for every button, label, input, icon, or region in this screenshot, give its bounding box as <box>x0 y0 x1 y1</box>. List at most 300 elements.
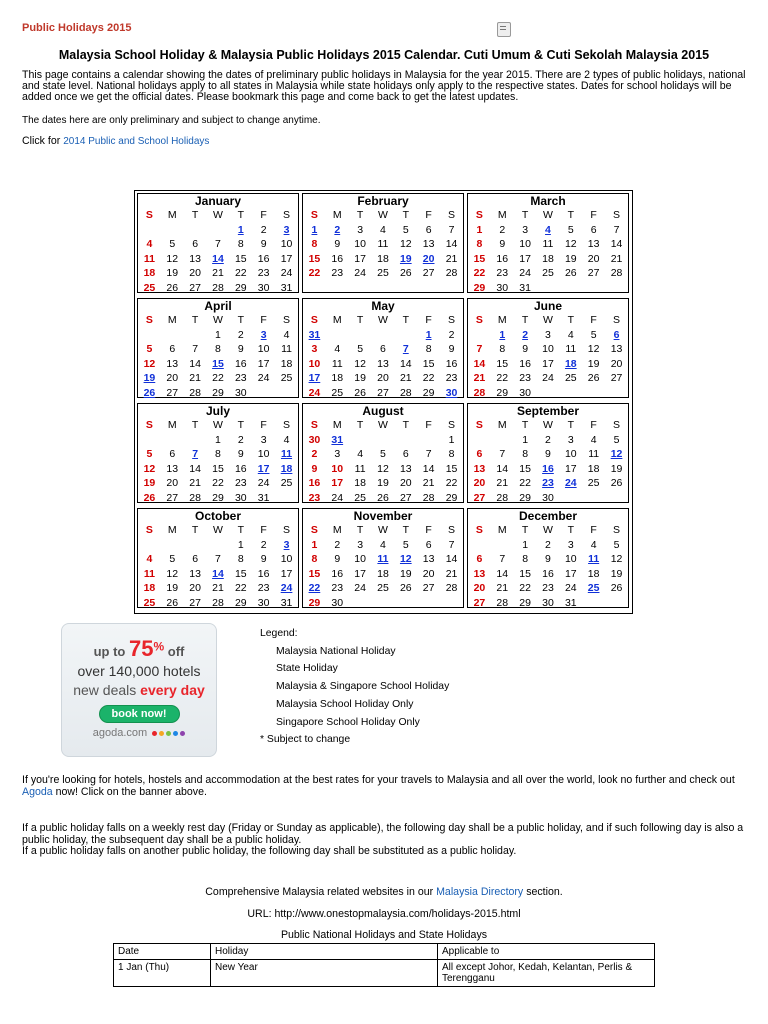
calendar-day: 22 <box>308 267 321 280</box>
calendar-day: 12 <box>166 567 179 580</box>
calendar-day: 15 <box>496 357 509 370</box>
header-applicable: Applicable to <box>438 944 655 960</box>
weekday-header: T <box>191 419 199 432</box>
table-row <box>114 960 655 987</box>
calendar-day <box>559 281 582 296</box>
calendar-day: 19 <box>399 252 412 265</box>
calendar-day: 1 <box>215 433 221 446</box>
calendar-day: 22 <box>308 582 321 595</box>
weekday-header: T <box>521 314 529 327</box>
calendar-day: 19 <box>587 357 600 370</box>
calendar-day: 25 <box>377 267 389 280</box>
header-date: Date <box>114 944 211 960</box>
hotel-promo-suffix: now! Click on the banner above. <box>55 785 207 798</box>
calendar-day: 15 <box>519 567 531 580</box>
calendar-day: 28 <box>399 386 412 399</box>
weekday-header: F <box>590 209 597 222</box>
calendar-day: 3 <box>260 433 267 446</box>
calendar-day: 29 <box>234 596 247 609</box>
weekday-header: T <box>567 209 574 222</box>
calendar-day: 26 <box>377 491 389 504</box>
calendar-day: 17 <box>280 252 293 265</box>
calendar-day: 8 <box>311 238 318 251</box>
calendar-day <box>184 433 207 448</box>
calendar-day: 23 <box>331 267 344 280</box>
calendar-day: 3 <box>545 328 551 341</box>
calendar-day: 21 <box>212 582 224 595</box>
calendar-day: 5 <box>169 553 176 566</box>
calendar-day <box>582 491 605 506</box>
calendar-day: 30 <box>234 491 247 504</box>
calendar-day: 15 <box>308 567 321 580</box>
calendar-day: 24 <box>354 267 366 280</box>
legend-item: Malaysia & Singapore School Holiday <box>276 681 450 693</box>
calendar-day: 3 <box>311 343 318 356</box>
calendar-day: 27 <box>166 386 179 399</box>
calendar-day <box>207 223 230 238</box>
calendar-day: 14 <box>496 567 509 580</box>
calendar-day: 26 <box>564 267 577 280</box>
weekday-header: W <box>377 314 388 327</box>
weekday-header: F <box>590 524 597 537</box>
calendar-day <box>559 386 582 401</box>
calendar-day: 31 <box>257 491 270 504</box>
calendar-day: 31 <box>564 596 577 609</box>
calendar-day: 13 <box>610 343 623 356</box>
calendar-day: 18 <box>377 567 389 580</box>
month-june <box>467 298 629 398</box>
calendar-day: 6 <box>192 553 199 566</box>
calendar-day: 10 <box>354 238 366 251</box>
calendar-day: 10 <box>257 448 270 461</box>
weekday-header: T <box>567 419 574 432</box>
calendar-day <box>275 491 298 506</box>
calendar-day: 13 <box>422 238 435 251</box>
calendar-day: 2 <box>448 328 455 341</box>
calendar-day: 16 <box>308 477 321 490</box>
calendar-day <box>394 328 417 343</box>
calendar-day <box>537 281 560 296</box>
calendar-day: 9 <box>260 238 267 251</box>
calendar-day: 7 <box>215 238 221 251</box>
weekday-header: S <box>475 524 483 537</box>
calendar-day: 16 <box>542 567 554 580</box>
calendar-day <box>207 538 230 553</box>
calendar-day: 23 <box>542 477 554 490</box>
calendar-day: 11 <box>588 448 600 461</box>
weekday-header: F <box>590 419 597 432</box>
calendar-day: 5 <box>613 538 620 551</box>
weekday-header: S <box>310 419 318 432</box>
weekday-header: S <box>310 524 318 537</box>
calendar-day: 11 <box>280 448 293 461</box>
weekday-header: M <box>497 314 507 327</box>
weekday-header: S <box>448 314 456 327</box>
calendar-day: 9 <box>448 343 455 356</box>
weekday-header: S <box>145 419 153 432</box>
weekday-header: M <box>167 419 177 432</box>
calendar-day: 1 <box>425 328 432 341</box>
weekday-header: S <box>283 209 291 222</box>
calendar-day: 7 <box>499 448 506 461</box>
calendar-day: 11 <box>377 553 389 566</box>
legend-item: Singapore School Holiday Only <box>276 716 420 728</box>
ad-hotels: over 140,000 hotels <box>77 663 201 679</box>
calendar-day: 10 <box>354 553 366 566</box>
weekday-header: S <box>145 524 153 537</box>
calendar-day <box>349 281 372 296</box>
calendar-day: 22 <box>422 372 435 385</box>
calendar-day: 13 <box>473 462 486 475</box>
month-name: February <box>357 194 409 208</box>
weekday-header: S <box>475 209 483 222</box>
calendar-day: 21 <box>445 252 458 265</box>
calendar-day: 4 <box>334 343 341 356</box>
calendar-day: 5 <box>357 343 364 356</box>
weekday-header: W <box>212 209 223 222</box>
calendar-day: 19 <box>399 567 412 580</box>
calendar-day: 12 <box>564 238 577 251</box>
calendar-day: 31 <box>308 328 321 341</box>
calendar-day: 7 <box>499 553 506 566</box>
calendar-day: 20 <box>610 357 623 370</box>
calendar-day: 12 <box>143 357 156 370</box>
calendar-day: 9 <box>311 462 318 475</box>
calendar-day: 11 <box>281 343 292 356</box>
calendar-day: 17 <box>354 252 366 265</box>
weekday-header: T <box>356 524 364 537</box>
calendar-day: 2 <box>522 328 529 341</box>
calendar-day: 27 <box>473 596 486 609</box>
calendar-day: 14 <box>399 357 412 370</box>
calendar-day: 30 <box>331 596 344 609</box>
weekday-header: T <box>567 524 574 537</box>
calendar-day: 22 <box>519 582 531 595</box>
calendar-day: 20 <box>399 477 412 490</box>
calendar-day: 15 <box>234 567 247 580</box>
calendar-day: 27 <box>587 267 600 280</box>
calendar-day: 30 <box>496 281 509 294</box>
calendar-day: 26 <box>399 267 412 280</box>
calendar-day: 25 <box>587 582 600 595</box>
rule-line-2: If a public holiday falls on another public holiday, the following day shall be substituted as a public holiday. <box>22 845 517 857</box>
calendar-day: 3 <box>522 223 529 236</box>
calendar-day: 29 <box>519 491 531 504</box>
calendar-day: 12 <box>587 343 600 356</box>
rule-line-1: If a public holiday falls on a weekly rest day (Friday or Sunday as applicable), the following day shall be a public holiday, and if such following day is also a public holiday, the subsequent day shall be a public holiday. <box>22 822 744 846</box>
month-september <box>467 403 629 503</box>
calendar-day: 8 <box>448 448 455 461</box>
calendar-day: 13 <box>189 567 201 580</box>
calendar-day: 29 <box>212 491 224 504</box>
weekday-header: F <box>590 314 597 327</box>
calendar-day: 20 <box>422 567 435 580</box>
calendar-day: 17 <box>280 567 293 580</box>
weekday-header: T <box>521 524 529 537</box>
calendar-day: 22 <box>473 267 486 280</box>
weekday-header: F <box>425 314 432 327</box>
calendar-day: 2 <box>545 433 551 446</box>
calendar-day: 20 <box>189 582 201 595</box>
calendar-day: 14 <box>189 462 201 475</box>
weekday-header: T <box>402 419 409 432</box>
calendar-day: 11 <box>542 238 554 251</box>
calendar-day: 7 <box>425 448 432 461</box>
calendar-day: 16 <box>519 357 531 370</box>
calendar-day: 21 <box>610 252 623 265</box>
calendar-day <box>138 223 161 238</box>
intro-text: This page contains a calendar showing the dates of preliminary public holidays in Malaysia for the year 2015. There are 2 types of public holidays, national and state level. National holidays apply to all states in Malaysia while state holidays only apply to the respective states. Dates for school holidays will be added once we get the official dates. Please bookmark this page and come back to get the latest updates. <box>22 69 746 103</box>
calendar-day: 19 <box>166 582 179 595</box>
calendar-day: 18 <box>143 267 156 280</box>
month-december <box>467 508 629 608</box>
cell-date: 1 Jan (Thu) <box>114 960 211 987</box>
calendar-day: 28 <box>445 582 458 595</box>
calendar-day: 17 <box>542 357 554 370</box>
calendar-day: 28 <box>496 491 509 504</box>
calendar-day: 29 <box>234 281 247 294</box>
calendar-day: 7 <box>476 343 483 356</box>
weekday-header: W <box>377 419 388 432</box>
calendar-day <box>537 386 560 401</box>
month-name: March <box>530 194 566 208</box>
calendar-day: 4 <box>380 538 386 551</box>
calendar-day: 1 <box>499 328 506 341</box>
weekday-header: T <box>237 419 244 432</box>
calendar-day: 2 <box>545 538 551 551</box>
calendar-day: 10 <box>564 448 577 461</box>
calendar-day: 13 <box>377 357 389 370</box>
calendar-day: 1 <box>215 328 221 341</box>
calendar-day: 8 <box>311 553 318 566</box>
calendar-day: 2 <box>237 328 244 341</box>
calendar-day <box>184 223 207 238</box>
calendar-day: 5 <box>402 223 409 236</box>
calendar-day: 16 <box>331 252 344 265</box>
weekday-header: W <box>377 209 388 222</box>
calendar-day: 31 <box>280 281 293 294</box>
calendar-day: 11 <box>377 238 389 251</box>
calendar-day: 8 <box>215 448 221 461</box>
calendar-day: 4 <box>146 553 153 566</box>
calendar-day: 16 <box>542 462 554 475</box>
calendar-day: 18 <box>564 357 577 370</box>
calendar-day: 27 <box>189 596 201 609</box>
weekday-header: T <box>356 419 364 432</box>
calendar-day: 16 <box>257 252 270 265</box>
ad-off: off <box>167 644 185 659</box>
calendar-day: 30 <box>257 596 270 609</box>
click-for-prefix: Click for <box>22 135 61 147</box>
book-now-button[interactable]: book now! <box>99 705 180 723</box>
month-july <box>137 403 299 503</box>
calendar-day: 5 <box>590 328 597 341</box>
calendar-day: 3 <box>567 433 574 446</box>
calendar-day: 3 <box>260 328 267 341</box>
calendar-day: 20 <box>166 477 179 490</box>
calendar-day: 15 <box>473 252 486 265</box>
holiday-rule-text <box>22 823 752 858</box>
calendar-day <box>468 328 491 343</box>
calendar-day: 7 <box>402 343 409 356</box>
calendar-day: 9 <box>237 448 244 461</box>
calendar-day: 19 <box>166 267 179 280</box>
calendar-day: 1 <box>311 223 318 236</box>
calendar-day <box>468 433 491 448</box>
calendar-day <box>559 491 582 506</box>
calendar-day: 28 <box>610 267 623 280</box>
calendar-day <box>440 281 463 296</box>
calendar-day <box>417 596 440 611</box>
calendar-day: 20 <box>377 372 389 385</box>
weekday-header: T <box>237 524 244 537</box>
calendar-day: 10 <box>280 238 293 251</box>
calendar-day: 28 <box>422 491 435 504</box>
calendar-day: 29 <box>308 596 321 609</box>
calendar-day: 14 <box>422 462 435 475</box>
calendar-day <box>372 433 395 448</box>
calendar-day: 5 <box>402 538 409 551</box>
calendar-day: 23 <box>234 477 247 490</box>
calendar-day <box>582 281 605 296</box>
weekday-header: S <box>448 524 456 537</box>
calendar-day: 3 <box>334 448 341 461</box>
calendar-day: 7 <box>448 223 455 236</box>
ad-prefix: up to <box>93 644 126 659</box>
legend <box>260 625 449 749</box>
weekday-header: S <box>283 524 291 537</box>
weekday-header: W <box>542 524 553 537</box>
calendar-day: 27 <box>377 386 389 399</box>
calendar-day: 14 <box>496 462 509 475</box>
calendar-day: 23 <box>331 582 344 595</box>
weekday-header: S <box>613 524 621 537</box>
calendar-day: 1 <box>237 223 244 236</box>
month-april <box>137 298 299 398</box>
agoda-banner[interactable] <box>61 623 217 757</box>
calendar-day: 2 <box>237 433 244 446</box>
calendar-day: 2 <box>260 223 267 236</box>
malaysia-directory-link[interactable]: Malaysia Directory <box>436 886 524 898</box>
month-january <box>137 193 299 293</box>
calendar-day: 4 <box>545 223 551 236</box>
calendar-day: 8 <box>522 553 529 566</box>
calendar-day: 17 <box>519 252 531 265</box>
calendar-day: 4 <box>283 328 290 341</box>
weekday-header: S <box>475 314 483 327</box>
calendar-day: 18 <box>143 582 156 595</box>
calendar-day: 20 <box>587 252 600 265</box>
month-name: November <box>353 509 413 523</box>
calendar-day: 5 <box>567 223 574 236</box>
calendar-day: 24 <box>564 477 577 490</box>
calendar-day <box>349 433 372 448</box>
calendar-day: 2 <box>334 538 341 551</box>
calendar-day: 8 <box>499 343 506 356</box>
calendar-day: 5 <box>146 343 153 356</box>
site-title[interactable]: Public Holidays 2015 <box>22 22 132 34</box>
weekday-header: T <box>191 314 199 327</box>
calendar-day: 7 <box>448 538 455 551</box>
weekday-header: T <box>567 314 574 327</box>
ad-deals <box>62 682 216 698</box>
agoda-dot <box>166 731 171 736</box>
legend-item: Malaysia School Holiday Only <box>276 698 414 710</box>
calendar-day: 28 <box>212 281 224 294</box>
weekday-header: W <box>377 524 388 537</box>
calendar-day: 13 <box>166 357 179 370</box>
month-name: August <box>362 404 404 418</box>
calendar-day <box>372 596 395 611</box>
weekday-header: T <box>402 524 409 537</box>
calendar-day: 6 <box>476 448 483 461</box>
calendar-day: 17 <box>257 357 270 370</box>
calendar-day: 8 <box>215 343 221 356</box>
calendar-day: 21 <box>212 267 224 280</box>
calendar-day: 4 <box>590 433 597 446</box>
calendar-day: 6 <box>169 343 176 356</box>
weekday-header: W <box>542 419 553 432</box>
calendar-day: 12 <box>166 252 179 265</box>
calendar-day: 11 <box>143 567 155 580</box>
header-holiday: Holiday <box>211 944 438 960</box>
calendar-day: 3 <box>357 223 364 236</box>
calendar-day: 12 <box>143 462 156 475</box>
calendar-day: 24 <box>564 582 577 595</box>
weekday-header: F <box>260 209 267 222</box>
calendar-day: 27 <box>189 281 201 294</box>
calendar-day: 10 <box>280 553 293 566</box>
print-icon[interactable] <box>497 22 511 37</box>
calendar-day: 13 <box>422 553 435 566</box>
calendar-day: 23 <box>257 582 270 595</box>
legend-note: * Subject to change <box>260 734 351 746</box>
weekday-header: F <box>425 209 432 222</box>
calendar-day: 1 <box>311 538 318 551</box>
calendar-day: 23 <box>257 267 270 280</box>
calendar-day: 6 <box>380 343 386 356</box>
calendar-day: 18 <box>542 252 554 265</box>
calendar-day: 30 <box>542 491 554 504</box>
calendar-day <box>605 386 628 401</box>
calendar-day: 22 <box>212 477 224 490</box>
calendar-day: 8 <box>237 238 244 251</box>
calendar-day: 22 <box>234 582 247 595</box>
calendar-day: 5 <box>380 448 386 461</box>
calendar-day: 6 <box>476 553 483 566</box>
calendar-day: 13 <box>189 252 201 265</box>
agoda-link[interactable]: Agoda <box>22 785 53 798</box>
calendar-day: 26 <box>143 491 156 504</box>
calendar-day: 28 <box>496 596 509 609</box>
calendar-day: 14 <box>189 357 201 370</box>
calendar-day <box>303 281 326 296</box>
calendar-day: 10 <box>519 238 531 251</box>
calendar-day: 11 <box>143 252 155 265</box>
calendar-day: 1 <box>448 433 455 446</box>
calendar-day: 1 <box>522 538 529 551</box>
calendar-day: 4 <box>357 448 364 461</box>
calendar-day: 4 <box>283 433 290 446</box>
calendar-day: 30 <box>257 281 270 294</box>
calendar-day: 17 <box>564 567 577 580</box>
weekday-header: F <box>260 314 267 327</box>
link-2014-holidays[interactable]: 2014 Public and School Holidays <box>63 136 210 147</box>
calendar-day: 26 <box>143 386 156 399</box>
calendar-day: 9 <box>545 448 551 461</box>
weekday-header: S <box>448 419 456 432</box>
weekday-header: T <box>356 314 364 327</box>
